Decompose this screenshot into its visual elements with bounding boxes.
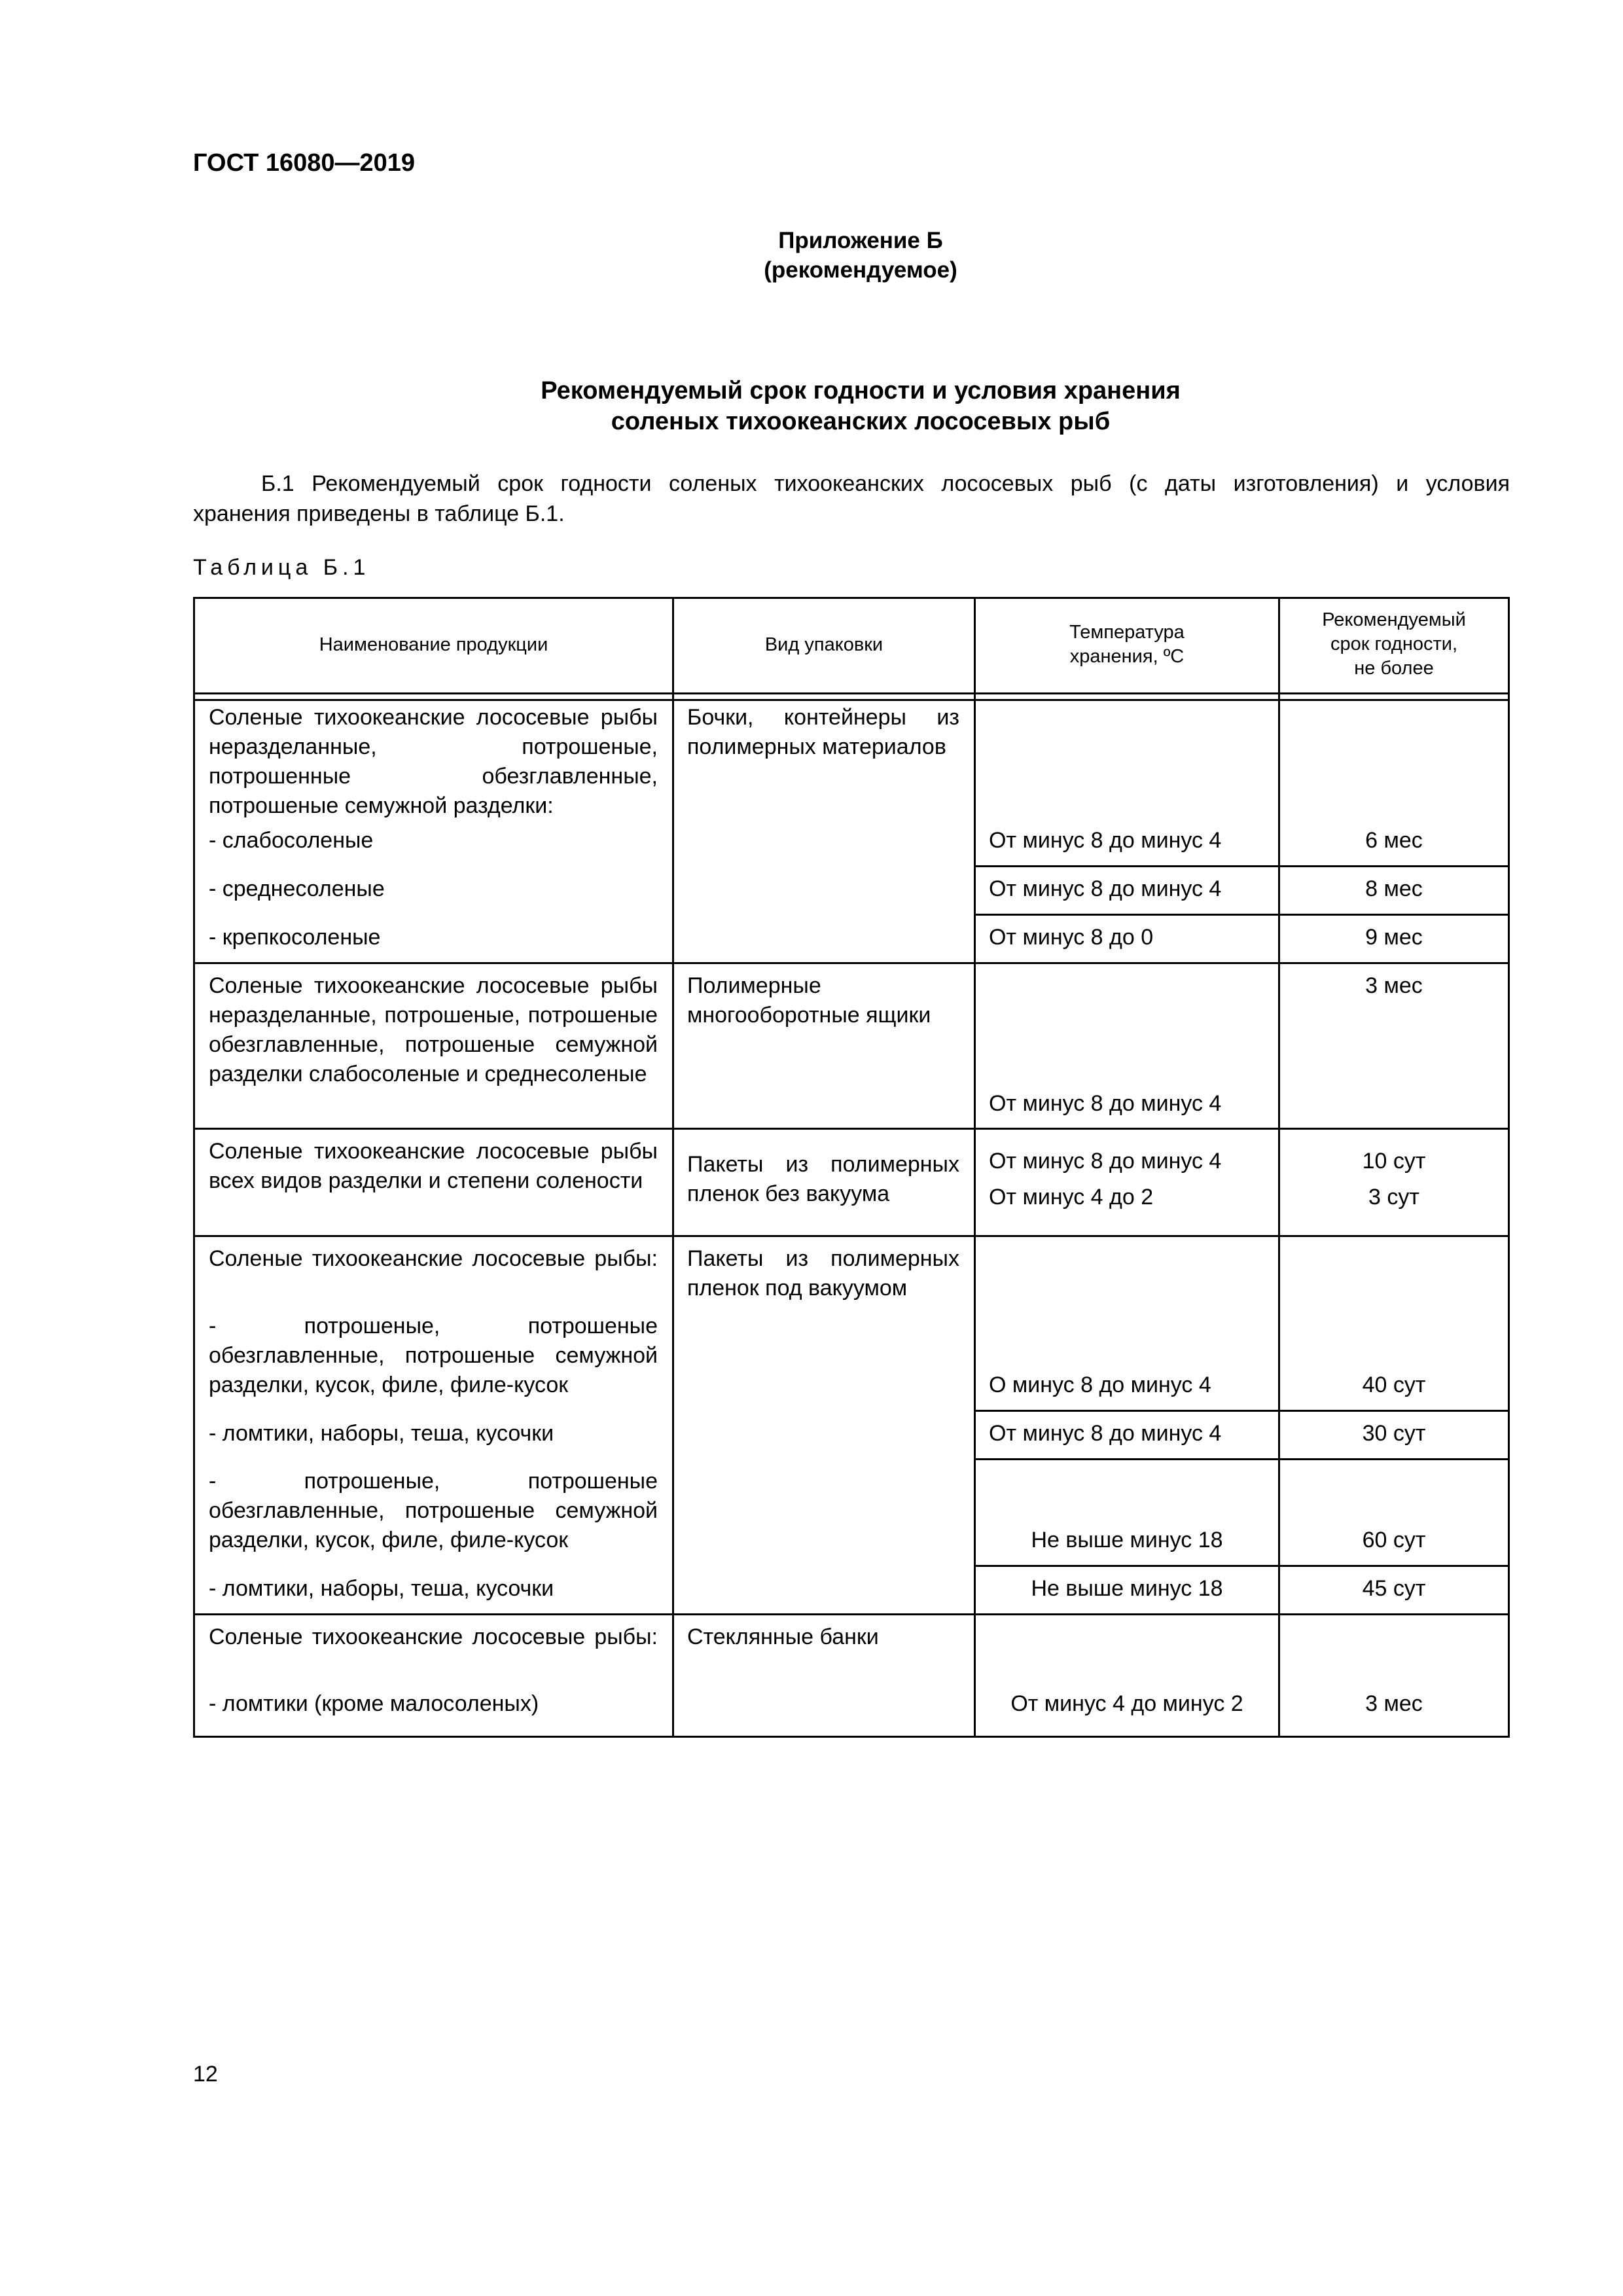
- group-divider: [193, 962, 1510, 964]
- header-shelf-life-line-3: не более: [1354, 658, 1434, 679]
- g4-row1-product: - потрошеные, потрошеные обезглавленные, потрошеные семужной разделки, кусок, филе, филе-кусок: [209, 1314, 658, 1397]
- g1-row1-temperature: От минус 8 до минус 4: [989, 828, 1222, 853]
- section-title-line-1: Рекомендуемый срок годности и условия хранения: [541, 377, 1181, 404]
- g1-product: Соленые тихоокеанские лососевые рыбы неразделанные, потрошеные, потрошенные обезглавленные, потрошеные семужной разделки:: [209, 705, 658, 818]
- g3-packaging: Пакеты из полимерных пленок без вакуума: [687, 1152, 959, 1206]
- g3-shelf-life-2: 3 сут: [1368, 1185, 1419, 1210]
- header-temperature-line-2: хранения, ºС: [1069, 646, 1185, 667]
- g2-product: Соленые тихоокеанские лососевые рыбы неразделанные, потрошеные, потрошеные обезглавленные, потрошеные семужной разделки слабосоленые и среднесоленые: [209, 973, 658, 1086]
- g3-temperature-2: От минус 4 до 2: [989, 1185, 1154, 1210]
- header-packaging: Вид упаковки: [764, 634, 883, 655]
- g1-row3-product: - крепкосоленые: [209, 925, 381, 950]
- g1-row2-temperature: От минус 8 до минус 4: [989, 876, 1222, 901]
- appendix-subtitle: (рекомендуемое): [764, 257, 957, 283]
- table-border-bottom: [193, 1736, 1510, 1738]
- table-caption: Таблица Б.1: [193, 555, 370, 580]
- g4-row4-temperature: Не выше минус 18: [1031, 1576, 1223, 1601]
- g4-product: Соленые тихоокеанские лососевые рыбы:: [209, 1246, 658, 1271]
- g5-sub-product: - ломтики (кроме малосоленых): [209, 1691, 539, 1716]
- g3-shelf-life-1: 10 сут: [1362, 1149, 1426, 1174]
- group-divider: [193, 1128, 1510, 1130]
- paragraph-line-1: Б.1 Рекомендуемый срок годности соленых тихоокеанских лососевых рыб (с даты изготовления) и условия: [261, 471, 1510, 496]
- storage-table: [193, 597, 1510, 1738]
- group-divider: [193, 1235, 1510, 1237]
- header-shelf-life-line-1: Рекомендуемый: [1322, 609, 1466, 630]
- row-divider: [974, 914, 1510, 916]
- g5-shelf-life: 3 мес: [1365, 1691, 1423, 1716]
- g5-temperature: От минус 4 до минус 2: [1010, 1691, 1243, 1716]
- column-divider: [672, 597, 674, 1738]
- g4-row3-shelf-life: 60 сут: [1362, 1528, 1426, 1552]
- appendix-title: Приложение Б: [778, 228, 943, 253]
- g1-packaging: Бочки, контейнеры из полимерных материалов: [687, 705, 959, 759]
- g2-temperature: От минус 8 до минус 4: [989, 1091, 1222, 1116]
- table-border-left: [193, 597, 195, 1738]
- header-product: Наименование продукции: [319, 634, 548, 655]
- g4-row2-product: - ломтики, наборы, теша, кусочки: [209, 1421, 554, 1446]
- row-divider: [974, 1458, 1510, 1460]
- row-divider: [974, 1565, 1510, 1567]
- g5-product: Соленые тихоокеанские лососевые рыбы:: [209, 1624, 658, 1649]
- g4-row3-temperature: Не выше минус 18: [1031, 1528, 1223, 1552]
- g5-packaging: Стеклянные банки: [687, 1624, 879, 1649]
- g1-row1-shelf-life: 6 мес: [1365, 828, 1423, 853]
- g1-row1-product: - слабосоленые: [209, 828, 374, 853]
- g2-packaging: Полимерные многооборотные ящики: [687, 973, 931, 1028]
- g2-shelf-life: 3 мес: [1365, 973, 1423, 998]
- paragraph-line-2: хранения приведены в таблице Б.1.: [193, 501, 565, 526]
- g4-row2-temperature: От минус 8 до минус 4: [989, 1421, 1222, 1446]
- g1-row3-shelf-life: 9 мес: [1365, 925, 1423, 950]
- g3-product: Соленые тихоокеанские лососевые рыбы всех видов разделки и степени солености: [209, 1139, 658, 1193]
- g4-row1-shelf-life: 40 сут: [1362, 1372, 1426, 1397]
- header-shelf-life-line-2: срок годности,: [1330, 634, 1458, 655]
- g1-row2-shelf-life: 8 мес: [1365, 876, 1423, 901]
- header-rule: [193, 692, 1510, 694]
- g1-row3-temperature: От минус 8 до 0: [989, 925, 1154, 950]
- page-number: 12: [193, 2062, 218, 2087]
- document-code: ГОСТ 16080—2019: [193, 149, 416, 177]
- row-divider: [974, 1410, 1510, 1412]
- table-border-top: [193, 597, 1510, 599]
- g1-row2-product: - среднесоленые: [209, 876, 385, 901]
- row-divider: [974, 865, 1510, 867]
- header-temperature-line-1: Температура: [1069, 622, 1185, 643]
- g4-row3-product: - потрошеные, потрошеные обезглавленные, потрошеные семужной разделки, кусок, филе, филе-кусок: [209, 1469, 658, 1552]
- g4-row2-shelf-life: 30 сут: [1362, 1421, 1426, 1446]
- header-rule: [193, 699, 1510, 701]
- group-divider: [193, 1613, 1510, 1615]
- g4-packaging: Пакеты из полимерных пленок под вакуумом: [687, 1246, 959, 1300]
- g4-row4-product: - ломтики, наборы, теша, кусочки: [209, 1576, 554, 1601]
- g4-row1-temperature: О минус 8 до минус 4: [989, 1372, 1211, 1397]
- g3-temperature-1: От минус 8 до минус 4: [989, 1149, 1222, 1174]
- section-title-line-2: соленых тихоокеанских лососевых рыб: [611, 408, 1111, 435]
- g4-row4-shelf-life: 45 сут: [1362, 1576, 1426, 1601]
